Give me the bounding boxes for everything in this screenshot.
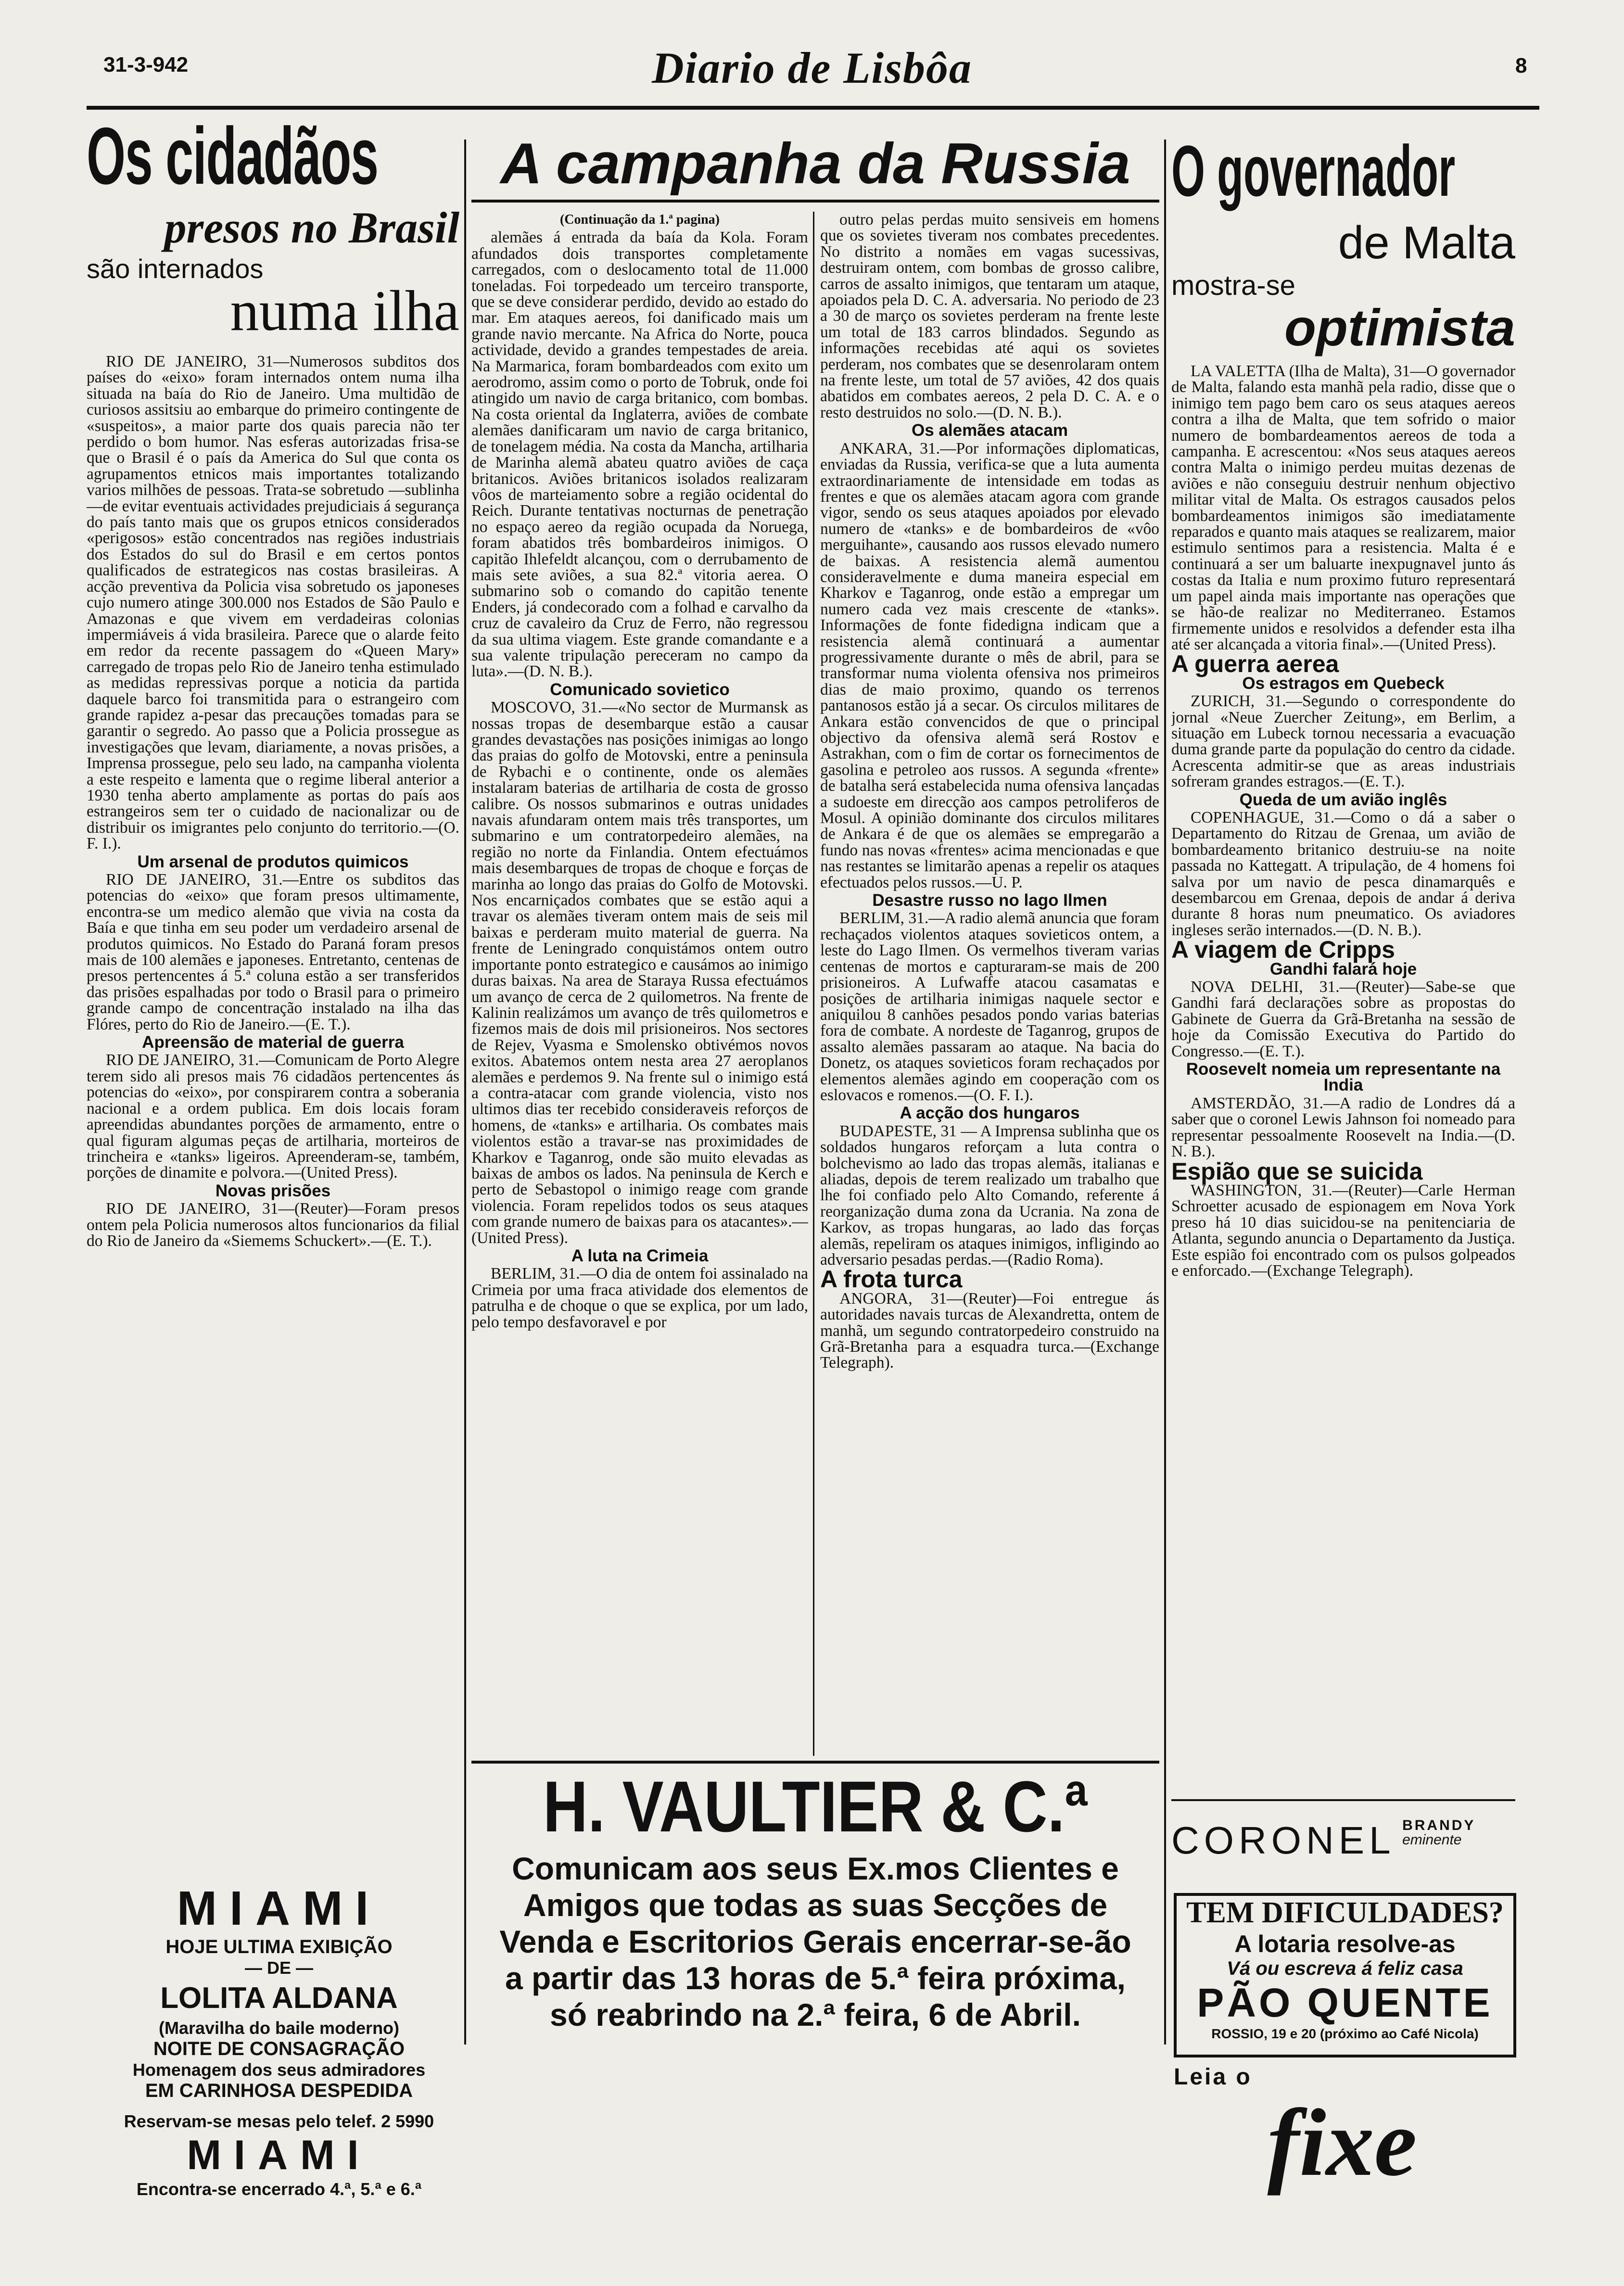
subheading: Os estragos em Quebeck	[1242, 673, 1445, 693]
headline-russia-rule	[471, 200, 1159, 203]
ad-vaultier	[471, 1766, 1159, 2040]
subheading: Apreensão de material de guerra	[142, 1033, 404, 1052]
paragraph: RIO DE JANEIRO, 31—Numerosos subditos dos países do «eixo» foram internados ontem numa ilha situada na baía do Rio de Janeiro. Uma multidão de curiosos assitsiu ao embarque do primeiro contingente de «suspeitos», a maior parte dos quais parecia não ter perdido o bom humor. Nas esferas autorizadas frisa-se que o Brasil é o país da America do Sul que conta os agrupamentos etnicos mais importantes totalizando varios milhões de pessoas. Trata-se sobretudo —sublinha—de evitar eventuais actividades prejudiciais á segurança do país tanto mais que os grupos etnicos considerados «perigosos» estão concentrados nas regiões industriais dos Estados do sul do Brasil e em certos pontos qualificados de estrategicos nas costas brasileiras. A acção preventiva da Policia visa sobretudo os japoneses cujo numero atinge 300.000 nos Estados de São Paulo e Amazonas e que vivem em verdadeiras colonias impermiáveis á vida brasileira. Parece que o alarde feito em redor da recente passagem do «Queen Mary» carregado de tropas pelo Rio de Janeiro tenha estimulado as medidas repressivas porque a noticia da partida daquele barco foi transmitida para o estrangeiro com grande rapidez a-pesar das precauções tomadas para se garantir o segredo. Ao passo que a Policia prossegue as investigações que levam, diariamente, a novas prisões, a Imprensa prossegue, pelo seu lado, na campanha violenta a este respeito e lamenta que o regime liberal anterior a 1930 tenha aberto amplamente as portas do país aos estrangeiros sem ter o cuidado de nacionalizar ou de distribuir os imigrantes pelo conjunto do territorio.—(O. F. I.).	[87, 353, 459, 853]
ad-line: EM CARINHOSA DESPEDIDA	[145, 2080, 413, 2101]
subheading: Gandhi falará hoje	[1269, 959, 1417, 978]
ad-line: a partir das 13 horas de 5.ª feira próxima,	[505, 1960, 1126, 1996]
ad-coronel-name: CORONEL	[1171, 1819, 1396, 1862]
subheading: Roosevelt nomeia um representante na India	[1186, 1060, 1501, 1095]
ad-miami	[111, 1881, 447, 2227]
ad-line: Venda e Escritorios Gerais encerrar-se-ão	[499, 1924, 1131, 1959]
continuation-note: (Continuação da 1.ª pagina)	[559, 212, 720, 227]
ad-line: Leia o	[1174, 2064, 1252, 2090]
ad-line: Homenagem dos seus admiradores	[132, 2060, 426, 2080]
subheading: A luta na Crimeia	[571, 1246, 709, 1265]
ad-line: HOJE ULTIMA EXIBIÇÃO	[165, 1936, 393, 1957]
deck-presos: presos no Brasil	[164, 203, 459, 252]
subheading: Um arsenal de produtos quimicos	[137, 852, 409, 871]
ad-line: Reservam-se mesas pelo telef. 2 5990	[124, 2111, 434, 2131]
paragraph: RIO DE JANEIRO, 31—(Reuter)—Foram presos ontem pela Policia numerosos altos funcionarios da filial do Rio de Janeiro da «Siemems Schuckert».—(E. T.).	[87, 1200, 459, 1250]
paragraph: alemães á entrada da baía da Kola. Foram afundados dois transportes completamente carregados, com o deslocamento total de 11.000 toneladas. Foi torpedeado um terceiro transporte, que se deve considerar perdido, devido ao estado do mar. Em ataques aereos, foi danificado mais um grande navio mercante. Na Africa do Norte, pouca actividade, devido a grandes tempestades de areia. Na Marmarica, foram bombardeados com exito um aerodromo, assim como o porto de Tobruk, onde foi atingido um navio de carga britanico, com bombas. Na costa oriental da Inglaterra, aviões de combate alemães danificaram um navio de carga britanico, de tonelagem média. Na costa da Mancha, artilharia de Marinha alemã abateu quatro aviões de caça britanicos. Aviões britanicos isolados realizaram vôos de marteiamento sobre a região ocidental do Reich. Durante tentativas nocturnas de penetração no espaço aereo da região ocupada da Noruega, foram abatidos três bombardeiros inimigos. O capitão Ihlefeldt alcançou, com o derrubamento de mais sete aviões, a sua 82.ª vitoria aerea. O submarino sob o comando do capitão tenente Enders, já condecorado com a folhad e carvalho da cruz de cavaleiro da Cruz de Ferro, não regressou da sua ultima viagem. Este grande comandante e a sua valente tripulação pereceram no campo da luta».—(D. N. B.).	[471, 229, 808, 681]
russia-column-a	[471, 212, 808, 1756]
paragraph: LA VALETTA (Ilha de Malta), 31—O governador de Malta, falando esta manhã pela radio, disse que o inimigo tem pago bem caro os seus ataques aereos contra a ilha de Malta, que tem sofrido o maior numero de bombardeamentos aereos de toda a campanha. E acrescentou: «Nos seus ataques aereos contra Malta o inimigo perdeu muitas dezenas de aviões e não conseguiu destruir nenhum objectivo militar vital de Malta. Os estragos causados pelos bombardeamentos inimigos são imediatamente reparados e quanto mais ataques se realizarem, maior estimulo sentimos para a resistencia. Malta é e continuará a ser um baluarte inexpugnavel junto ás costas da Italia e num proximo futuro representará um papel ainda mais importante nas operações que se hão-de realizar no Mediterraneo. Estamos firmemente unidos e resolvidos a defender esta ilha até ser alcançada a vitoria final».—(United Press).	[1171, 362, 1515, 653]
section-heading: Espião que se suicida	[1171, 1157, 1423, 1185]
paragraph: BERLIM, 31.—A radio alemã anuncia que foram rechaçados violentos ataques sovieticos ontem, a leste do Lago Ilmen. Os vermelhos tiveram varias centenas de mortos e capturaram-se mais de 200 prisioneiros. A Lufwaffe atacou casamatas e posições de artilharia inimigas naquele sector e aniquilou 8 canhões pesados pondo varias baterias fora de combate. A nordeste de Taganrog, grupos de assalto alemães passaram ao ataque. Na bacia do Donetz, os ataques sovieticos foram rechaçados por elementos alemães agindo em cooperação com os eslovacos e romenos.—(O. F. I.).	[820, 909, 1159, 1104]
column-rule-3	[813, 212, 814, 1756]
ad-line: Vá ou escreva á feliz casa	[1227, 1958, 1463, 1979]
article-body	[87, 354, 459, 1249]
page-number: 8	[1515, 54, 1527, 77]
deck-malta: de Malta	[1338, 217, 1515, 268]
ad-line: A lotaria resolve-as	[1234, 1930, 1456, 1957]
column-rule-1	[464, 140, 466, 2045]
paragraph: MOSCOVO, 31.—«No sector de Murmansk as nossas tropas de desembarque estão a causar grandes devastações nas posições inimigas ao longo das praias do golfo de Motovski, entre a peninsula de Rybachi e o continente, onde os alemães instalaram baterias de artilharia de costa de grosso calibre. Os nossos submarinos e outras unidades navais afundaram ontem mais três transportes, um submarino e um contratorpedeiro alemães, na região no norte da Finlandia. Ontem efectuámos mais desembarques de tropas de choque e forças de marinha ao longo das praias do Golfo de Motovski. Nos encarniçados combates que se estão aqui a travar os alemães tiveram ontem mais de seis mil baixas e perderam muito material de guerra. Na frente de Leningrado conquistámos ontem outro importante ponto estrategico e causámos ao inimigo duras baixas. Na area de Staraya Russa efectuámos um avanço de cerca de 2 quilometros. Na frente de Kalinin realizámos um avanço de três quilometros e fizemos mais de dois mil prisioneiros. Nos sectores de Rejev, Vyasma e Smolensko obtivémos novos exitos. Abatemos ontem nesta area 27 aeroplanos alemães e perdemos 9. Na frente sul o inimigo está a contra-atacar com grande violencia, visto nos ultimos dias ter recebido consideraveis reforços de homens, de «tanks» e artilharia. Os combates mais violentos estão a travar-se nas proximidades de Kharkov e Taganrog, onde são muito elevadas as baixas de ambos os lados. Na peninsula de Kerch e perto de Sebastopol o inimigo reage com grande violencia. Foram repelidos todos os seus ataques com grande numero de baixas para os atacantes».—(United Press).	[471, 698, 808, 1247]
ad-coronel-brand: BRANDY	[1402, 1817, 1476, 1833]
ad-rule	[471, 1761, 1159, 1764]
paragraph: COPENHAGUE, 31.—Como o dá a saber o Departamento do Ritzau de Grenaa, um avião de bombardeamento britanico destruiu-se na noite passada no Kattegatt. A tripulação, de 4 homens foi salva por um navio de pesca dinamarquês e desembarcou em Grenaa, depois de andar á deriva durante 8 horas num pneumatico. Os aviadores ingleses serão internados.—(D. N. B.).	[1171, 808, 1515, 939]
article-malta	[1171, 135, 1515, 1794]
deck-internados: são internados	[87, 254, 264, 284]
section-heading: A guerra aerea	[1171, 650, 1339, 678]
paragraph: ZURICH, 31.—Segundo o correspondente do jornal «Neue Zuercher Zeitung», em Berlim, a situação em Lubeck tornou necessaria a evacuação duma grande parte da população do centro da cidade. Acrescenta admitir-se que as areas industriais sofreram grandes estragos.—(E. T.).	[1171, 692, 1515, 791]
ad-vaultier-name: H. VAULTIER & C.ª	[543, 1766, 1088, 1847]
ad-line: Amigos que todas as suas Secções de	[523, 1887, 1108, 1923]
subheading: Comunicado sovietico	[550, 680, 730, 699]
ad-miami-title-2: MIAMI	[187, 2132, 371, 2178]
subheading: Desastre russo no lago Ilmen	[872, 891, 1107, 910]
ad-line: PÃO QUENTE	[1197, 1980, 1493, 2025]
paragraph: RIO DE JANEIRO, 31.—Comunicam de Porto Alegre terem sido ali presos mais 76 cidadãos pertencentes ás potencias do «eixo», por conspirarem contra a soberania nacional e a ordem publica. Em dois locais foram apreendidas abundantes porções de armamento, entre o qual figuram algumas peças de artilharia, morteiros de trincheira e «tanks» ligeiros. Apreenderam-se, também, porções de dinamite e polvora.—(United Press).	[87, 1051, 459, 1182]
ad-coronel	[1171, 1818, 1515, 1876]
paragraph: ANGORA, 31—(Reuter)—Foi entregue ás autoridades navais turcas de Alexandretta, ontem de manhã, um segundo contratorpedeiro construido na Grã-Bretanha para a esquadra turca.—(Exchange Telegraph).	[820, 1289, 1159, 1372]
deck-optimista: optimista	[1284, 298, 1515, 356]
paragraph: BUDAPESTE, 31 — A Imprensa sublinha que os soldados hungaros reforçam a luta contra o bolchevismo ao lado das tropas alemãs, italianas e aliadas, depois de terem realizado um trabalho que lhe foi confiado pelo Alto Comando, referente á reorganização duma zona da Ucrania. Na zona de Karkov, as tropas hungaras, ao lado das forças alemãs, repeliram os ataques inimigos, infligindo ao adversario pesadas perdas.—(Radio Roma).	[820, 1122, 1159, 1269]
ad-line: Comunicam aos seus Ex.mos Clientes e	[512, 1851, 1119, 1886]
ad-line: — DE —	[244, 1958, 313, 1978]
masthead-rule	[87, 106, 1539, 110]
ad-line: LOLITA ALDANA	[160, 1981, 398, 2015]
ad-coronel-sub: eminente	[1402, 1832, 1462, 1848]
paragraph: outro pelas perdas muito sensiveis em homens que os sovietes tiveram nos combates precedentes. No distrito a nomães em vagas sucessivas, destruiram ontem, com bombas de grosso calibre, carros de assalto inimigos, que tentaram um ataque, apoiados pela D. C. A. adversaria. No periodo de 23 a 30 de março os sovietes perderam na frente leste um total de 183 carros blindados. Segundo as informações recebidas até aqui os sovietes perderam, nos combates que se desenrolaram ontem na frente leste, um total de 57 aviões, 42 dos quais abatidos em combates aereos, 2 pela D. C. A. e o resto destruidos no solo.—(D. N. B.).	[820, 212, 1159, 421]
headline-russia-wrap	[471, 131, 1159, 202]
ad-rule	[1171, 1799, 1515, 1801]
headline-malta: O governador	[1171, 135, 1456, 211]
deck-mostra: mostra-se	[1171, 270, 1295, 301]
newspaper-title: Diario de Lisbôa	[652, 43, 972, 92]
subheading: Os alemães atacam	[912, 421, 1068, 440]
headline-cidadaos: Os cidadãos	[87, 115, 378, 201]
paragraph: RIO DE JANEIRO, 31.—Entre os subditos das potencias do «eixo» que foram presos ultimamente, encontra-se um medico alemão que vivia na costa da Baía e que tinha em seu poder um verdadeiro arsenal de produtos quimicos. No Estado do Paraná foram presos mais de 100 alemães e japoneses. Entretanto, centenas de presos pertencentes á 5.ª coluna estão a ser transferidos das prisões espalhadas por todo o Brasil para o primeiro grande campo de concentração instalado na ilha das Flóres, perto do Rio de Janeiro.—(E. T.).	[87, 871, 459, 1033]
paragraph: WASHINGTON, 31.—(Reuter)—Carle Herman Schroetter acusado de espionagem em Nova York preso há 10 dias suicidou-se na penitenciaria de Atlanta, segundo anuncia o Departamento da Justiça. Este espião foi encontrado com os pulsos golpeados e enforcado.—(Exchange Telegraph).	[1171, 1181, 1515, 1280]
subheading: Novas prisões	[215, 1181, 331, 1200]
article-cidadaos	[87, 115, 459, 1876]
paragraph: NOVA DELHI, 31.—(Reuter)—Sabe-se que Gandhi fará declarações sobre as propostas do Gabinete de Guerra da Grã-Bretanha na sessão de hoje da Comissão Executiva do Partido do Congresso.—(E. T.).	[1171, 978, 1515, 1060]
subheading: A acção dos hungaros	[900, 1104, 1080, 1123]
ad-fixe	[1174, 2064, 1510, 2222]
ad-line: só reabrindo na 2.ª feira, 6 de Abril.	[550, 1997, 1081, 2032]
ad-miami-title: MIAMI	[177, 1881, 381, 1935]
ad-line: Encontra-se encerrado 4.ª, 5.ª e 6.ª	[136, 2179, 422, 2199]
column-rule-2	[1164, 140, 1166, 2045]
section-heading: A viagem de Cripps	[1171, 936, 1395, 964]
deck-ilha: numa ilha	[230, 279, 459, 343]
subheading: Queda de um avião inglês	[1239, 790, 1447, 809]
ad-line: TEM DIFICULDADES?	[1186, 1896, 1504, 1929]
ad-line: NOITE DE CONSAGRAÇÃO	[153, 2038, 405, 2059]
section-heading: A frota turca	[820, 1266, 963, 1293]
ad-fixe-logo: fixe	[1267, 2090, 1417, 2196]
headline-russia: A campanha da Russia	[500, 131, 1130, 196]
paragraph: AMSTERDÃO, 31.—A radio de Londres dá a saber que o coronel Lewis Jahnson foi nomeado para representar pessoalmente Roosevelt na India.—(D. N. B.).	[1171, 1094, 1515, 1161]
russia-column-b	[820, 212, 1159, 1756]
issue-date: 31-3-942	[103, 53, 189, 76]
paragraph: BERLIM, 31.—O dia de ontem foi assinalado na Crimeia por uma fraca atividade dos elementos de patrulha e de choque o que se explica, por um lado, pelo tempo desfavoravel e por	[471, 1265, 808, 1331]
ad-line: (Maravilha do baile moderno)	[158, 2018, 400, 2038]
paragraph: ANKARA, 31.—Por informações diplomaticas, enviadas da Russia, verifica-se que a luta aumenta extraordinariamente de intensidade em todas as frentes e que os alemães atacam agora com grande vigor, sendo os seus ataques apoiados por elevado numero de «tanks» e de bombardeiros de «vôo merguihante», causando aos russos elevado numero de baixas. A resistencia alemã aumentou consideravelmente e duma maneira especial em Kharkov e Taganrog, onde estão a empregar um numero cada vez mais crescente de «tanks». Informações de fonte fidedigna indicam que a resistencia alemã continuará a aumentar progressivamente durante o mês de abril, para se transformar numa violenta ofensiva nos primeiros dias de maio proximo, quando os terrenos pantanosos estão já a secar. Os circulos militares de Ankara estão convencidos de que o principal objectivo da ofensiva alemã será Rostov e Astrakhan, com o fim de cortar os fornecimentos de gasolina e petroleo aos russos. A segunda «frente» de batalha será estabelecida numa ofensiva lançadas a sudoeste em direcção aos campos petroliferos de Mosul. A opinião dominante dos circulos militares de Ankara é de que os alemães se empregarão a fundo nas novas «frentes» acima mencionadas e que nas restantes se limitarão apenas a repelir os ataques efectuados pelos russos.—U. P.	[820, 439, 1159, 891]
ad-lotaria	[1174, 1893, 1516, 2057]
ad-line: ROSSIO, 19 e 20 (próximo ao Café Nicola)	[1211, 2026, 1479, 2041]
